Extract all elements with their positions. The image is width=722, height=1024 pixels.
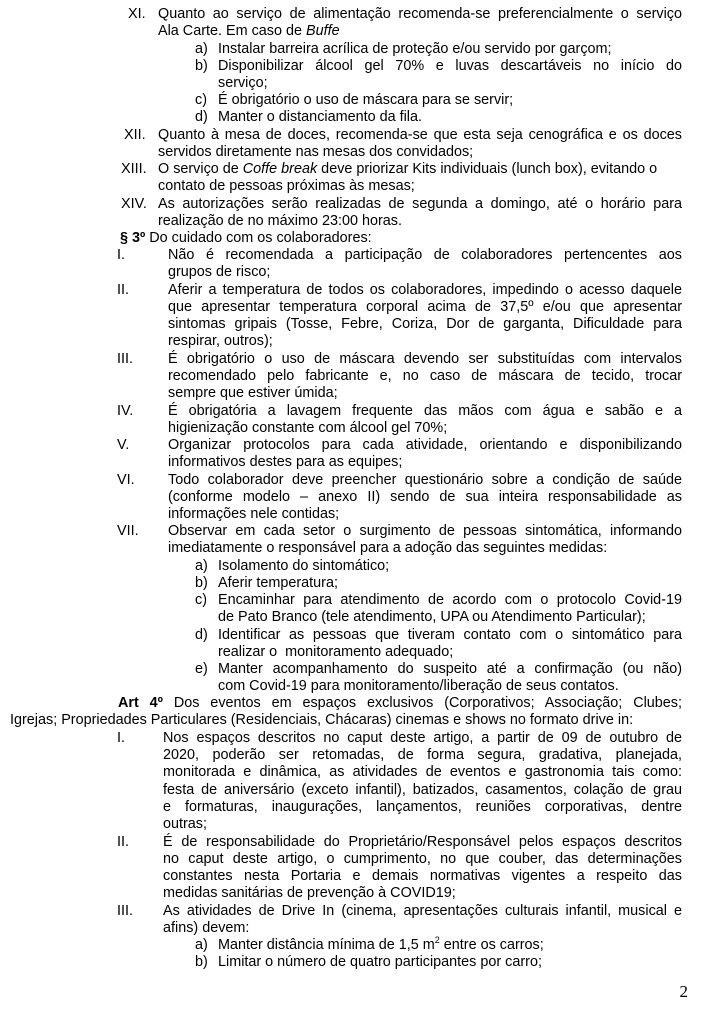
text-line: serviço;: [218, 75, 268, 91]
text-line: respirar, outros);: [168, 333, 273, 349]
text-line: recomendado pelo fabricante e, no caso de máscara de tecido, trocar: [168, 368, 682, 384]
text-line: que apresentar temperatura corporal acima de 37,5º e/ou que apresentar: [168, 299, 682, 315]
item-letter: b): [195, 575, 208, 591]
text-line: constantes nesta Portaria e demais normativas vigentes a respeito das: [163, 868, 682, 884]
item-number: V.: [117, 437, 130, 453]
item-number: XI.: [128, 6, 146, 22]
text-line: realização de no máximo 23:00 horas.: [158, 213, 402, 229]
item-letter: b): [195, 954, 208, 970]
text-line: medidas sanitárias de prevenção à COVID19;: [163, 885, 456, 901]
item-letter: c): [195, 92, 207, 108]
text-line: higienização constante com álcool gel 70%;: [168, 420, 448, 436]
section-heading: § 3º Do cuidado com os colaboradores:: [120, 230, 372, 246]
text-line: informações nele contidas;: [168, 506, 340, 522]
text-line: servidos diretamente nas mesas dos convidados;: [158, 144, 474, 160]
item-letter: d): [195, 627, 208, 643]
text-line: Manter acompanhamento do suspeito até a confirmação (ou não): [218, 661, 682, 677]
text-line: informativos destes para as equipes;: [168, 454, 403, 470]
item-number: II.: [117, 282, 129, 298]
text-line: Encaminhar para atendimento de acordo com o protocolo Covid-19: [218, 592, 682, 608]
item-number: III.: [117, 903, 133, 919]
text-line: Disponibilizar álcool gel 70% e luvas descartáveis no início do: [218, 58, 682, 74]
text-line: É obrigatória a lavagem frequente das mãos com água e sabão e a: [168, 403, 682, 419]
text-line: com Covid-19 para monitoramento/liberação de seus contatos.: [218, 678, 619, 694]
item-number: VII.: [117, 523, 139, 539]
text-line: Manter o distanciamento da fila.: [218, 109, 422, 125]
text-line: sintomas gripais (Tosse, Febre, Coriza, Dor de garganta, Dificuldade para: [168, 316, 682, 332]
text-line: imediatamente o responsável para a adoção das seguintes medidas:: [168, 540, 608, 556]
item-number: XIV.: [121, 196, 147, 212]
text-line: As autorizações serão realizadas de segunda a domingo, até o horário para: [158, 196, 682, 212]
text-line: de Pato Branco (tele atendimento, UPA ou Atendimento Particular);: [218, 609, 646, 625]
text-line: (conforme modelo – anexo II) sendo de sua inteira responsabilidade as: [168, 489, 682, 505]
text-line: É obrigatório o uso de máscara devendo ser substituídas com intervalos: [168, 351, 682, 367]
text-line: e formaturas, inaugurações, lançamentos, reuniões corporativas, dentre: [163, 799, 682, 815]
text-line: Quanto à mesa de doces, recomenda-se que esta seja cenográfica e os doces: [158, 127, 682, 143]
text-line: monitorada e dinâmica, as atividades de eventos e gastronomia tais como:: [163, 764, 682, 780]
text-line: festa de aniversário (exceto infantil), batizados, casamentos, colação de grau: [163, 782, 682, 798]
text-line: Igrejas; Propriedades Particulares (Residenciais, Chácaras) cinemas e shows no formato drive in:: [10, 712, 634, 728]
text-line: O serviço de Coffe break deve priorizar Kits individuais (lunch box), evitando o: [158, 161, 658, 177]
text-line: Não é recomendada a participação de colaboradores pertencentes aos: [168, 247, 682, 263]
text-line: Isolamento do sintomático;: [218, 558, 390, 574]
text-line: afins) devem:: [163, 920, 250, 936]
text-line: Limitar o número de quatro participantes por carro;: [218, 954, 542, 970]
text-line: Manter distância mínima de 1,5 $m^2$ entre os carros;: [218, 935, 544, 953]
text-line: Todo colaborador deve preencher questionário sobre a condição de saúde: [168, 472, 682, 488]
text-line: É obrigatório o uso de máscara para se servir;: [218, 92, 514, 108]
text-line: Organizar protocolos para cada atividade, orientando e disponibilizando: [168, 437, 682, 453]
item-number: XII.: [124, 127, 146, 143]
text-line: Identificar as pessoas que tiveram contato com o sintomático para: [218, 627, 682, 643]
item-letter: c): [195, 592, 207, 608]
text-line: outras;: [163, 816, 207, 832]
text-line: É de responsabilidade do Proprietário/Responsável pelos espaços descritos: [163, 834, 682, 850]
item-letter: a): [195, 937, 208, 953]
item-number: IV.: [117, 403, 134, 419]
text-line: realizar o monitoramento adequado;: [218, 644, 454, 660]
item-number: I.: [117, 730, 125, 746]
text-line: Instalar barreira acrílica de proteção e/ou servido por garçom;: [218, 41, 612, 57]
item-number: III.: [117, 351, 133, 367]
text-line: Observar em cada setor o surgimento de pessoas sintomática, informando: [168, 523, 682, 539]
text-line: Nos espaços descritos no caput deste artigo, a partir de 09 de outubro de: [163, 730, 682, 746]
text-line: grupos de risco;: [168, 264, 271, 280]
article-heading: Art 4º Dos eventos em espaços exclusivos (Corporativos; Associação; Clubes;: [118, 695, 682, 711]
item-letter: b): [195, 58, 208, 74]
page-number: 2: [679, 982, 688, 1001]
item-number: I.: [117, 247, 125, 263]
text-line: 2020, poderão ser retomadas, de forma segura, gradativa, planejada,: [163, 747, 682, 763]
text-line: sempre que estiver úmida;: [168, 385, 338, 401]
text-line: contato de pessoas próximas às mesas;: [158, 178, 415, 194]
item-letter: e): [195, 661, 208, 677]
text-line: Ala Carte. Em caso de Buffe: [158, 23, 340, 39]
item-number: XIII.: [121, 161, 147, 177]
item-letter: a): [195, 41, 208, 57]
item-letter: a): [195, 558, 208, 574]
text-line: no caput deste artigo, o cumprimento, no que couber, das determinações: [163, 851, 682, 867]
item-number: II.: [117, 834, 129, 850]
item-number: VI.: [117, 472, 135, 488]
text-line: As atividades de Drive In (cinema, apresentações culturais infantil, musical e: [163, 903, 682, 919]
item-letter: d): [195, 109, 208, 125]
text-line: Aferir temperatura;: [218, 575, 338, 591]
text-line: Quanto ao serviço de alimentação recomenda-se preferencialmente o serviço: [158, 6, 682, 22]
text-line: Aferir a temperatura de todos os colaboradores, impedindo o acesso daquele: [168, 282, 682, 298]
